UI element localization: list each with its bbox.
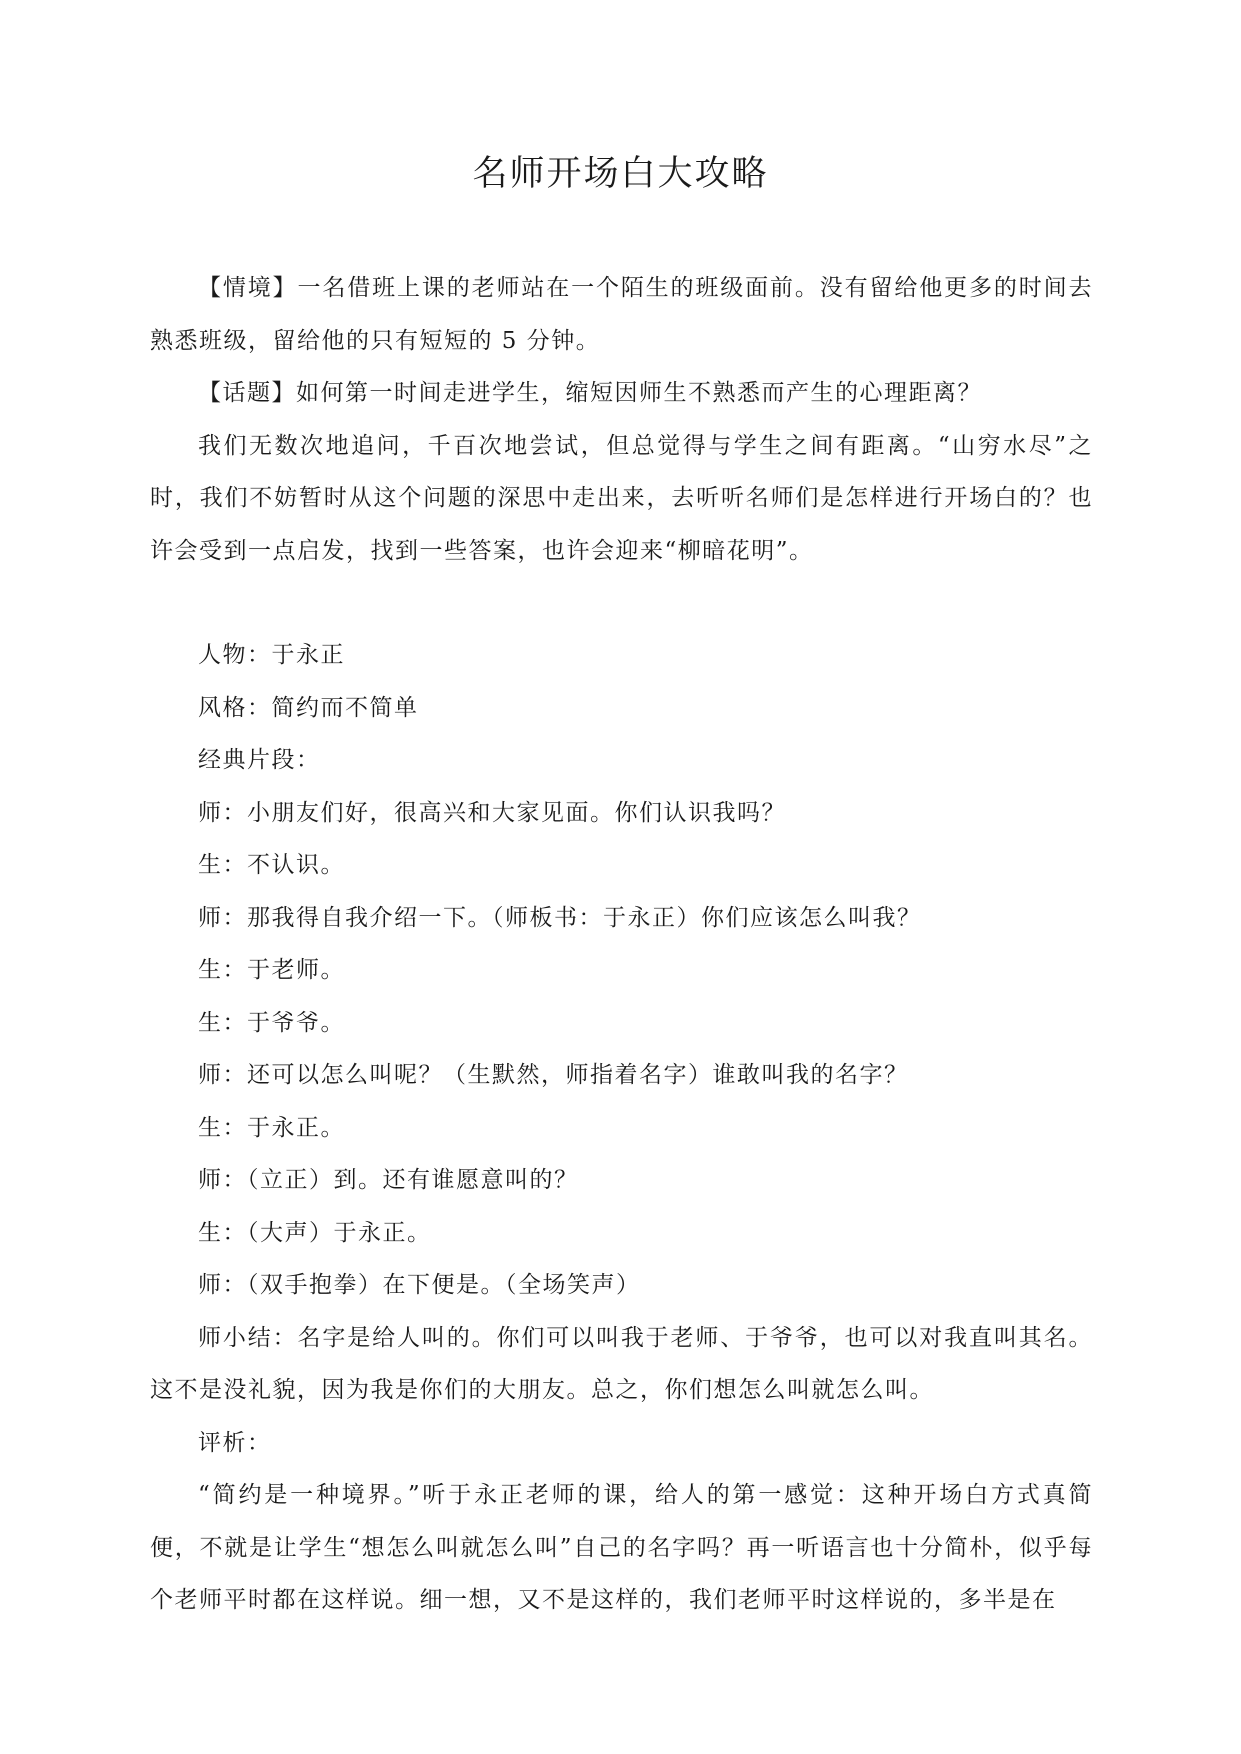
dialogue-line: 师：还可以怎么叫呢？（生默然，师指着名字）谁敢叫我的名字？ — [198, 1062, 909, 1088]
dialogue-line: 生：于爷爷。 — [198, 1009, 345, 1036]
dialogue-line: 生：不认识。 — [198, 852, 345, 878]
dialogue-line: 生：于老师。 — [198, 957, 345, 983]
line-commentary-heading: 评析： — [198, 1429, 272, 1456]
dialogue-line: 师：那我得自我介绍一下。（师板书：于永正）你们应该怎么叫我？ — [198, 904, 922, 931]
line-classic-excerpt: 经典片段： — [198, 747, 321, 773]
dialogue-line: 生：（大声）于永正。 — [198, 1219, 432, 1246]
paragraph-intro: 我们无数次地追问，千百次地尝试，但总觉得与学生之间有距离。“山穷水尽”之时，我们不妨暂时从这个问题的深思中走出来，去听听名师们是怎样进行开场白的？也许会受到一点启发，找到一些答案，也许会迎来“柳暗花明”。 — [150, 432, 1093, 564]
paragraph-topic: 【话题】如何第一时间走进学生，缩短因师生不熟悉而产生的心理距离？ — [198, 380, 982, 406]
line-person: 人物：于永正 — [198, 642, 345, 668]
dialogue-line: 师：（立正）到。还有谁愿意叫的？ — [198, 1167, 579, 1193]
line-style: 风格：简约而不简单 — [198, 694, 419, 721]
dialogue-line: 师：（双手抱拳）在下便是。（全场笑声） — [198, 1272, 641, 1298]
dialogue-line: 生：于永正。 — [198, 1114, 345, 1141]
teacher-summary: 师小结：名字是给人叫的。你们可以叫我于老师、于爷爷，也可以对我直叫其名。这不是没礼貌，因为我是你们的大朋友。总之，你们想怎么叫就怎么叫。 — [150, 1324, 1093, 1403]
paragraph-situation: 【情境】一名借班上课的老师站在一个陌生的班级面前。没有留给他更多的时间去熟悉班级，留给他的只有短短的 5 分钟。 — [150, 275, 1093, 354]
document-body — [150, 262, 1093, 1627]
section-spacer — [150, 577, 1093, 629]
commentary-paragraph: “简约是一种境界。”听于永正老师的课，给人的第一感觉：这种开场白方式真简便，不就是让学生“想怎么叫就怎么叫”自己的名字吗？再一听语言也十分简朴，似乎每个老师平时都在这样说。细一想，又不是这样的，我们老师平时这样说的，多半是在 — [150, 1482, 1093, 1613]
dialogue-line: 师：小朋友们好，很高兴和大家见面。你们认识我吗？ — [198, 799, 786, 826]
document-title: 名师开场白大攻略 — [472, 154, 769, 194]
